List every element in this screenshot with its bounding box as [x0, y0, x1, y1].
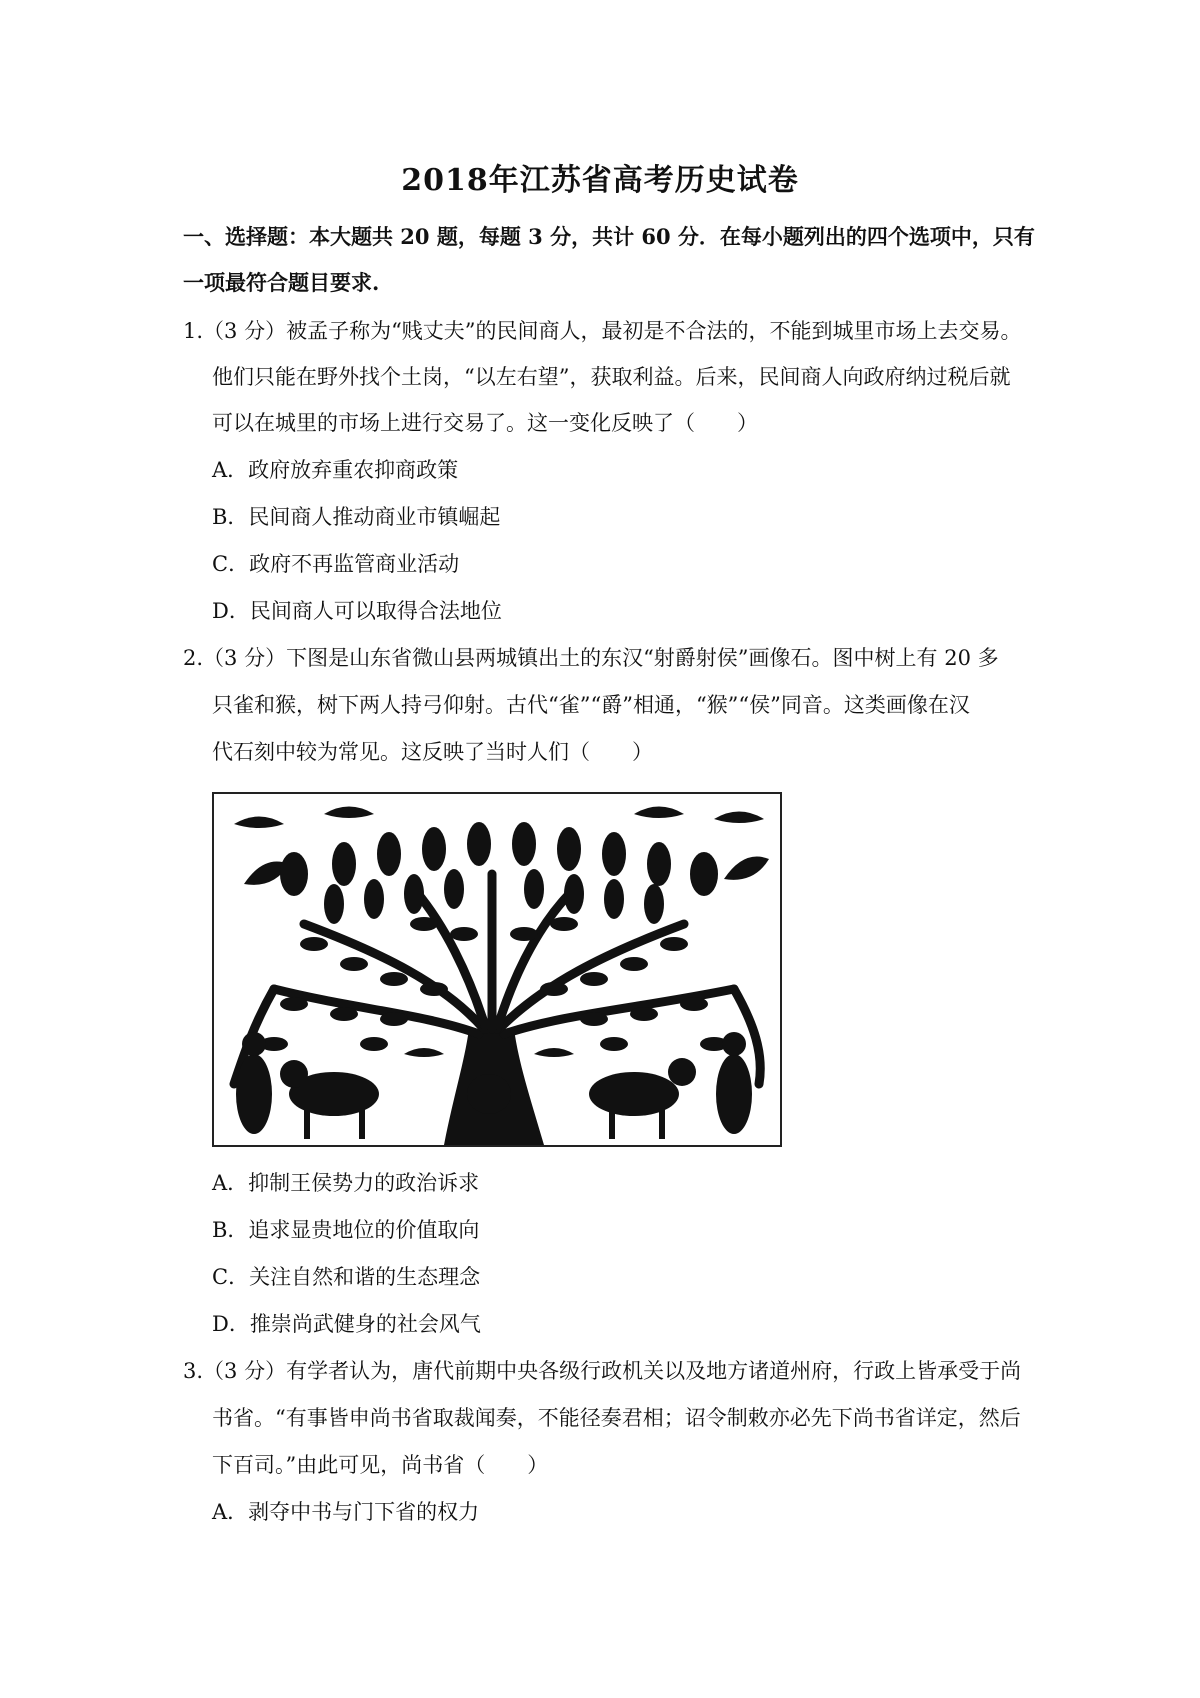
stone-relief-image — [212, 792, 782, 1147]
section-instructions-line-1: 一、选择题：本大题共 20 题，每题 3 分，共计 60 分．在每小题列出的四个选项中，只有 — [183, 224, 1035, 249]
question-2-line-3: 代石刻中较为常见。这反映了当时人们（ ） — [212, 740, 653, 764]
question-1-line-1: 1.（3 分）被孟子称为“贱丈夫”的民间商人，最初是不合法的，不能到城里市场上去交易。 — [183, 319, 1022, 343]
question-1-line-2: 他们只能在野外找个土岗，“以左右望”，获取利益。后来，民间商人向政府纳过税后就 — [212, 365, 1011, 389]
question-1-option-d: D．民间商人可以取得合法地位 — [212, 599, 502, 623]
question-3-line-3: 下百司。”由此可见，尚书省（ ） — [212, 1453, 549, 1477]
question-1-option-c: C．政府不再监管商业活动 — [212, 552, 460, 576]
question-2-option-b: B．追求显贵地位的价值取向 — [212, 1218, 480, 1242]
question-2-line-1: 2.（3 分）下图是山东省微山县两城镇出土的东汉“射爵射侯”画像石。图中树上有 20 多 — [183, 646, 999, 670]
question-2-option-d: D．推崇尚武健身的社会风气 — [212, 1312, 481, 1336]
question-2-line-2: 只雀和猴，树下两人持弓仰射。古代“雀”“爵”相通，“猴”“侯”同音。这类画像在汉 — [212, 693, 970, 717]
section-instructions-line-2: 一项最符合题目要求. — [183, 270, 380, 295]
question-3-line-2: 书省。“有事皆申尚书省取裁闻奏，不能径奏君相；诏令制敕亦必先下尚书省详定，然后 — [212, 1406, 1021, 1430]
question-1-option-b: B．民间商人推动商业市镇崛起 — [212, 505, 501, 529]
question-1-line-3: 可以在城里的市场上进行交易了。这一变化反映了（ ） — [212, 411, 758, 435]
question-2-option-c: C．关注自然和谐的生态理念 — [212, 1265, 481, 1289]
question-3-option-a: A．剥夺中书与门下省的权力 — [212, 1500, 480, 1524]
question-3-line-1: 3.（3 分）有学者认为，唐代前期中央各级行政机关以及地方诸道州府，行政上皆承受于尚 — [183, 1359, 1022, 1383]
question-1-option-a: A．政府放弃重农抑商政策 — [212, 458, 459, 482]
question-2-option-a: A．抑制王侯势力的政治诉求 — [212, 1171, 480, 1195]
tree-birds-monkeys-illustration — [214, 794, 780, 1145]
exam-title: 2018年江苏省高考历史试卷 — [401, 163, 799, 198]
